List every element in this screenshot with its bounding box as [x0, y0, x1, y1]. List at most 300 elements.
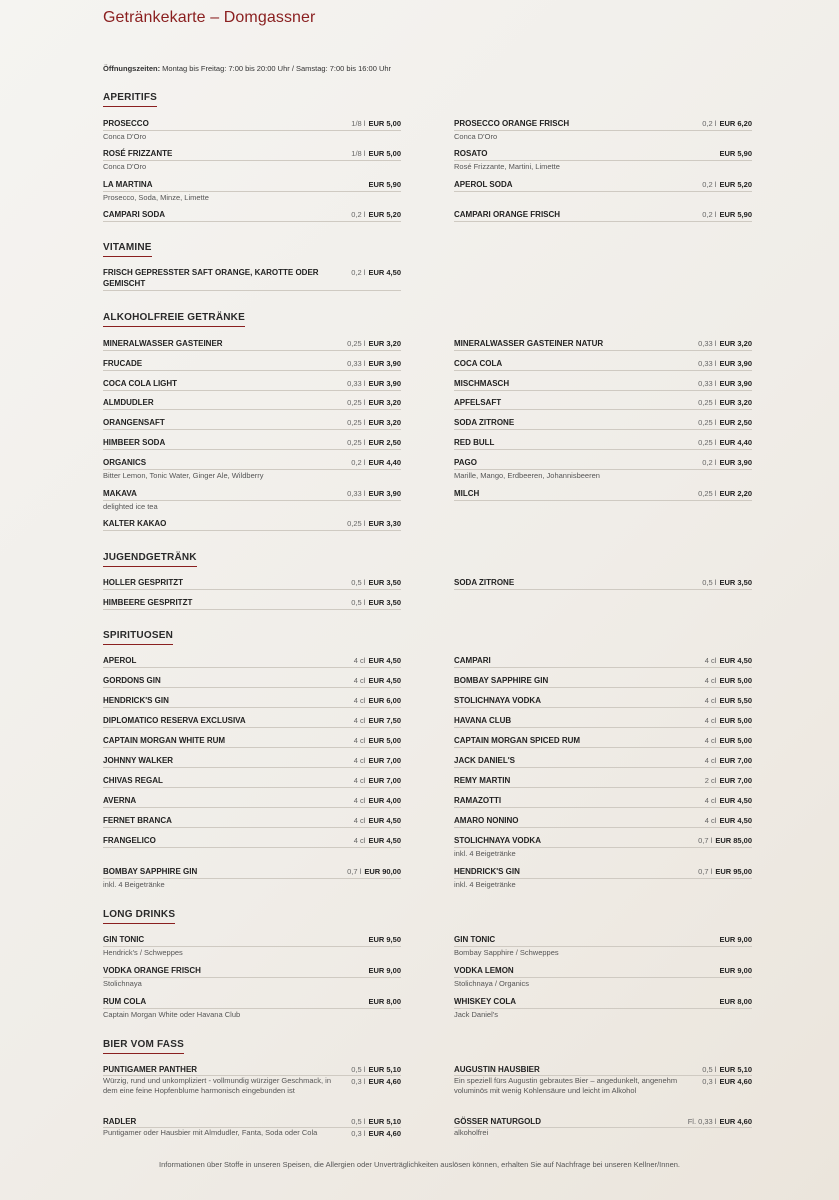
item-volume: 4 cl [704, 756, 717, 765]
item-price [705, 675, 752, 686]
item-description: Captain Morgan White oder Havana Club [103, 1010, 241, 1019]
item-volume: 4 cl [704, 716, 717, 725]
menu-item [454, 735, 752, 748]
menu-item [454, 397, 752, 410]
item-volume: 0,5 l [351, 578, 366, 587]
menu-item [454, 118, 752, 142]
item-name: ALMDUDLER [103, 398, 154, 407]
item-row [103, 118, 401, 131]
item-name: FRUCADE [103, 359, 143, 368]
item-row [103, 775, 401, 788]
item-volume: 0,25 l [347, 519, 366, 528]
item-row [454, 965, 752, 978]
item-price [705, 715, 752, 726]
item-price [354, 695, 401, 706]
menu-item [454, 675, 752, 688]
beer-body [454, 1076, 752, 1096]
item-price [368, 934, 401, 945]
item-description: alkoholfrei [454, 1128, 489, 1137]
item-name: GIN TONIC [103, 935, 145, 944]
item-volume: 4 cl [704, 796, 717, 805]
item-price [698, 338, 752, 349]
item-description: Hendrick's / Schweppes [103, 948, 183, 957]
item-amount: EUR 4,40 [368, 458, 401, 467]
item-name: CAMPARI [454, 656, 491, 665]
page-title: Getränkekarte – Domgassner [103, 9, 316, 26]
item-name: CAPTAIN MORGAN SPICED RUM [454, 736, 581, 745]
item-name: MILCH [454, 489, 480, 498]
item-price [351, 1116, 401, 1127]
item-name: MINERALWASSER GASTEINER NATUR [454, 339, 604, 348]
item-price [702, 577, 752, 588]
item-volume: 4 cl [353, 716, 366, 725]
item-price-small [702, 1076, 752, 1096]
item-volume: 4 cl [353, 676, 366, 685]
item-price [354, 655, 401, 666]
item-name: JOHNNY WALKER [103, 756, 174, 765]
item-description: Stolichnaya [103, 979, 142, 988]
item-price [347, 866, 401, 877]
menu-item [454, 815, 752, 828]
item-volume: 0,3 l [702, 1077, 717, 1086]
item-amount: EUR 5,10 [368, 1117, 401, 1126]
item-description: Conca D'Oro [103, 132, 147, 141]
menu-item [454, 577, 752, 590]
item-price [698, 437, 752, 448]
item-price [705, 795, 752, 806]
menu-item [454, 755, 752, 768]
item-amount: EUR 95,00 [715, 867, 752, 876]
item-volume: 0,5 l [702, 1065, 717, 1074]
menu-item [103, 866, 401, 890]
item-amount: EUR 3,90 [368, 379, 401, 388]
item-row [103, 715, 401, 728]
item-volume: 4 cl [353, 816, 366, 825]
item-volume: 0,3 l [351, 1077, 366, 1086]
item-description: Stolichnaya / Organics [454, 979, 530, 988]
item-volume: 4 cl [353, 776, 366, 785]
item-row [103, 378, 401, 391]
item-price [698, 378, 752, 389]
item-amount: EUR 3,90 [719, 359, 752, 368]
item-description: Bombay Sapphire / Schweppes [454, 948, 559, 957]
item-amount: EUR 3,20 [719, 398, 752, 407]
item-price [347, 437, 401, 448]
item-row [103, 148, 401, 161]
item-row [454, 996, 752, 1009]
item-description: Marille, Mango, Erdbeeren, Johannisbeeren [454, 471, 600, 480]
item-description: delighted ice tea [103, 502, 158, 511]
menu-item [103, 675, 401, 688]
item-name: AVERNA [103, 796, 137, 805]
item-volume: 1/8 l [351, 119, 366, 128]
item-volume: 2 cl [704, 776, 717, 785]
beer-body [103, 1128, 401, 1139]
beer-row [454, 1064, 752, 1076]
item-name: RADLER [103, 1117, 137, 1126]
item-description: Puntigamer oder Hausbier mit Almdudler, Fanta, Soda oder Cola [103, 1128, 318, 1137]
item-row [454, 179, 752, 192]
item-row [454, 118, 752, 131]
item-name: CAPTAIN MORGAN WHITE RUM [103, 736, 226, 745]
item-volume: 0,2 l [351, 210, 366, 219]
item-name: MINERALWASSER GASTEINER [103, 339, 223, 348]
section-alkoholfrei: ALKOHOLFREIE GETRÄNKE [103, 312, 245, 327]
item-row [103, 179, 401, 192]
item-amount: EUR 5,00 [719, 676, 752, 685]
item-volume: 0,33 l [698, 339, 717, 348]
item-name: CAMPARI ORANGE FRISCH [454, 210, 561, 219]
item-name: RAMAZOTTI [454, 796, 502, 805]
item-description: Ein speziell fürs Augustin gebrautes Bier – angedunkelt, angenehm voluminös mit wenig Kohlensäure und leicht im Alkohol [454, 1076, 678, 1095]
menu-item [103, 358, 401, 371]
beer-row [103, 1064, 401, 1076]
item-name: AUGUSTIN HAUSBIER [454, 1065, 540, 1074]
section-longdrinks: LONG DRINKS [103, 909, 175, 924]
item-volume: 1/8 l [351, 149, 366, 158]
item-price [351, 267, 401, 278]
item-name: PROSECCO [103, 119, 149, 128]
beer-item [103, 1116, 401, 1139]
item-amount: EUR 6,00 [368, 696, 401, 705]
menu-item [103, 815, 401, 828]
item-price [705, 815, 752, 826]
item-row [103, 518, 401, 531]
menu-item [454, 715, 752, 728]
item-volume: 0,2 l [702, 458, 717, 467]
item-description: inkl. 4 Beigetränke [454, 849, 516, 858]
item-price [354, 735, 401, 746]
item-name: HAVANA CLUB [454, 716, 512, 725]
menu-item [103, 417, 401, 430]
item-price [354, 795, 401, 806]
beer-row [454, 1116, 752, 1128]
item-volume: 0,33 l [347, 489, 366, 498]
item-row [454, 488, 752, 501]
item-amount: EUR 5,00 [368, 119, 401, 128]
item-amount: EUR 3,90 [719, 458, 752, 467]
item-volume: 4 cl [353, 736, 366, 745]
item-amount: EUR 5,90 [719, 210, 752, 219]
item-amount: EUR 9,00 [719, 966, 752, 975]
item-volume: 4 cl [704, 656, 717, 665]
item-price [702, 457, 752, 468]
item-name: HENDRICK'S GIN [454, 867, 520, 876]
item-name: GÖSSER NATURGOLD [454, 1117, 541, 1126]
menu-item [103, 755, 401, 768]
item-price [354, 755, 401, 766]
item-volume: 4 cl [353, 696, 366, 705]
item-row [103, 397, 401, 410]
section-aperitifs: APERITIFS [103, 92, 157, 107]
item-volume: 0,33 l [698, 359, 717, 368]
item-amount: EUR 3,20 [368, 418, 401, 427]
item-amount: EUR 5,90 [368, 180, 401, 189]
item-name: DIPLOMATICO RESERVA EXCLUSIVA [103, 716, 246, 725]
menu-item [454, 996, 752, 1020]
item-name: MISCHMASCH [454, 379, 510, 388]
item-row [103, 866, 401, 879]
menu-item [103, 597, 401, 610]
menu-item [454, 148, 752, 172]
item-amount: EUR 7,00 [719, 756, 752, 765]
item-volume: 4 cl [353, 656, 366, 665]
item-volume: 0,25 l [698, 489, 717, 498]
menu-item [103, 577, 401, 590]
beer-item [454, 1064, 752, 1096]
item-name: PUNTIGAMER PANTHER [103, 1065, 198, 1074]
item-name: APEROL [103, 656, 137, 665]
item-price [347, 397, 401, 408]
item-price [354, 715, 401, 726]
item-row [103, 695, 401, 708]
item-price [354, 835, 401, 846]
item-volume: 0,2 l [351, 268, 366, 277]
item-row [103, 597, 401, 610]
item-price [705, 775, 752, 786]
beer-body [103, 1076, 401, 1096]
item-price [702, 1064, 752, 1075]
item-price [347, 338, 401, 349]
item-amount: EUR 4,60 [368, 1129, 401, 1138]
item-name: BOMBAY SAPPHIRE GIN [103, 867, 198, 876]
item-price [719, 934, 752, 945]
item-description: Rosé Frizzante, Martini, Limette [454, 162, 560, 171]
item-amount: EUR 3,20 [368, 398, 401, 407]
item-volume: 0,5 l [702, 578, 717, 587]
hours-text: Montag bis Freitag: 7:00 bis 20:00 Uhr / Samstag: 7:00 bis 16:00 Uhr [160, 64, 392, 73]
item-name: WHISKEY COLA [454, 997, 517, 1006]
item-name: HIMBEER SODA [103, 438, 166, 447]
item-name: BOMBAY SAPPHIRE GIN [454, 676, 549, 685]
item-name: HIMBEERE GESPRITZT [103, 598, 193, 607]
item-description: Conca D'Oro [454, 132, 498, 141]
item-amount: EUR 3,20 [719, 339, 752, 348]
item-name: STOLICHNAYA VODKA [454, 836, 541, 845]
item-amount: EUR 2,50 [719, 418, 752, 427]
menu-item [454, 437, 752, 450]
menu-item [454, 795, 752, 808]
menu-item [103, 655, 401, 668]
item-price [688, 1116, 752, 1127]
item-amount: EUR 8,00 [368, 997, 401, 1006]
item-price [368, 179, 401, 190]
item-amount: EUR 3,50 [368, 578, 401, 587]
item-price [351, 457, 401, 468]
item-row [454, 715, 752, 728]
item-row [103, 457, 401, 470]
menu-item [103, 179, 401, 203]
item-price [351, 118, 401, 129]
item-amount: EUR 5,90 [719, 149, 752, 158]
item-price [705, 695, 752, 706]
item-name: COCA COLA LIGHT [103, 379, 178, 388]
item-description: Würzig, rund und unkompliziert - vollmundig würziger Geschmack, in dem eine feine Hopfenblume harmonisch eingebunden ist [103, 1076, 332, 1095]
item-row [103, 675, 401, 688]
menu-item [103, 338, 401, 351]
item-volume: 0,3 l [351, 1129, 366, 1138]
item-amount: EUR 8,00 [719, 997, 752, 1006]
item-price [347, 378, 401, 389]
item-description: inkl. 4 Beigetränke [103, 880, 165, 889]
item-volume: 0,25 l [347, 398, 366, 407]
item-name: CHIVAS REGAL [103, 776, 163, 785]
item-name: REMY MARTIN [454, 776, 511, 785]
item-price [705, 655, 752, 666]
item-amount: EUR 90,00 [364, 867, 401, 876]
menu-item [454, 488, 752, 501]
beer-item [103, 1064, 401, 1096]
item-amount: EUR 4,50 [719, 796, 752, 805]
item-name: JACK DANIEL'S [454, 756, 516, 765]
item-volume: 4 cl [704, 676, 717, 685]
item-name: VODKA ORANGE FRISCH [103, 966, 201, 975]
item-name: RED BULL [454, 438, 495, 447]
item-price [698, 488, 752, 499]
item-amount: EUR 4,50 [368, 836, 401, 845]
item-volume: 0,5 l [351, 1065, 366, 1074]
item-amount: EUR 6,20 [719, 119, 752, 128]
item-amount: EUR 4,40 [719, 438, 752, 447]
item-volume: 0,33 l [698, 379, 717, 388]
item-name: HOLLER GESPRITZT [103, 578, 183, 587]
item-name: ORANGENSAFT [103, 418, 165, 427]
item-row [103, 417, 401, 430]
menu-item [103, 267, 401, 291]
item-price [354, 675, 401, 686]
beer-item [454, 1116, 752, 1138]
item-name: CAMPARI SODA [103, 210, 166, 219]
menu-item [454, 866, 752, 890]
beer-row [103, 1116, 401, 1128]
menu-item [454, 655, 752, 668]
item-price-small [351, 1128, 401, 1139]
beer-body [454, 1128, 752, 1138]
item-price [351, 209, 401, 220]
item-volume: 0,2 l [702, 119, 717, 128]
item-amount: EUR 3,50 [368, 598, 401, 607]
item-volume: 4 cl [353, 836, 366, 845]
item-volume: 4 cl [704, 816, 717, 825]
item-row [103, 655, 401, 668]
section-vitamine: VITAMINE [103, 242, 152, 257]
item-amount: EUR 5,10 [368, 1065, 401, 1074]
item-amount: EUR 5,00 [368, 736, 401, 745]
item-row [454, 437, 752, 450]
item-price [698, 835, 752, 846]
item-price [354, 815, 401, 826]
item-name: PAGO [454, 458, 477, 467]
item-amount: EUR 4,50 [368, 656, 401, 665]
menu-item [103, 148, 401, 172]
item-row [454, 577, 752, 590]
item-price [347, 488, 401, 499]
item-volume: 4 cl [353, 756, 366, 765]
item-amount: EUR 3,90 [368, 489, 401, 498]
item-volume: 0,25 l [347, 339, 366, 348]
item-row [103, 795, 401, 808]
item-name: KALTER KAKAO [103, 519, 167, 528]
item-row [103, 755, 401, 768]
item-row [103, 488, 401, 501]
item-amount: EUR 5,00 [719, 736, 752, 745]
item-row [454, 755, 752, 768]
menu-item [454, 835, 752, 859]
item-row [454, 835, 752, 848]
item-amount: EUR 3,30 [368, 519, 401, 528]
item-amount: EUR 5,10 [719, 1065, 752, 1074]
item-name: RUM COLA [103, 997, 147, 1006]
item-name: ROSATO [454, 149, 488, 158]
item-amount: EUR 7,00 [719, 776, 752, 785]
item-description: Jack Daniel's [454, 1010, 498, 1019]
item-row [454, 815, 752, 828]
item-name: PROSECCO ORANGE FRISCH [454, 119, 570, 128]
menu-item [454, 775, 752, 788]
item-name: SODA ZITRONE [454, 418, 515, 427]
item-name: ORGANICS [103, 458, 147, 467]
menu-item [103, 397, 401, 410]
item-row [454, 775, 752, 788]
item-volume: 0,25 l [698, 438, 717, 447]
menu-item [454, 934, 752, 958]
menu-item [103, 695, 401, 708]
item-volume: 4 cl [353, 796, 366, 805]
item-row [454, 695, 752, 708]
menu-item [103, 835, 401, 848]
item-row [454, 934, 752, 947]
menu-item [103, 118, 401, 142]
item-row [454, 866, 752, 879]
item-row [454, 417, 752, 430]
item-amount: EUR 9,00 [719, 935, 752, 944]
item-volume: 0,2 l [702, 180, 717, 189]
item-amount: EUR 4,50 [368, 816, 401, 825]
item-row [454, 397, 752, 410]
item-row [103, 965, 401, 978]
item-price [705, 755, 752, 766]
menu-item [454, 358, 752, 371]
item-row [454, 358, 752, 371]
item-row [103, 358, 401, 371]
item-row [454, 675, 752, 688]
item-amount: EUR 5,50 [719, 696, 752, 705]
item-amount: EUR 4,60 [368, 1077, 401, 1086]
item-name: HENDRICK'S GIN [103, 696, 169, 705]
menu-item [103, 518, 401, 531]
menu-item [454, 695, 752, 708]
item-price [719, 148, 752, 159]
item-price [347, 518, 401, 529]
opening-hours [103, 64, 391, 73]
item-amount: EUR 4,50 [368, 676, 401, 685]
item-row [454, 148, 752, 161]
item-amount: EUR 4,50 [719, 656, 752, 665]
menu-item [454, 965, 752, 989]
item-price [368, 965, 401, 976]
item-row [454, 338, 752, 351]
item-row [454, 795, 752, 808]
item-price [698, 417, 752, 428]
section-jugend: JUGENDGETRÄNK [103, 552, 197, 567]
item-name: GORDONS GIN [103, 676, 161, 685]
item-name: STOLICHNAYA VODKA [454, 696, 541, 705]
item-volume: 0,7 l [698, 836, 713, 845]
item-row [103, 209, 401, 222]
item-amount: EUR 2,20 [719, 489, 752, 498]
item-price [347, 358, 401, 369]
item-volume: 0,25 l [698, 418, 717, 427]
